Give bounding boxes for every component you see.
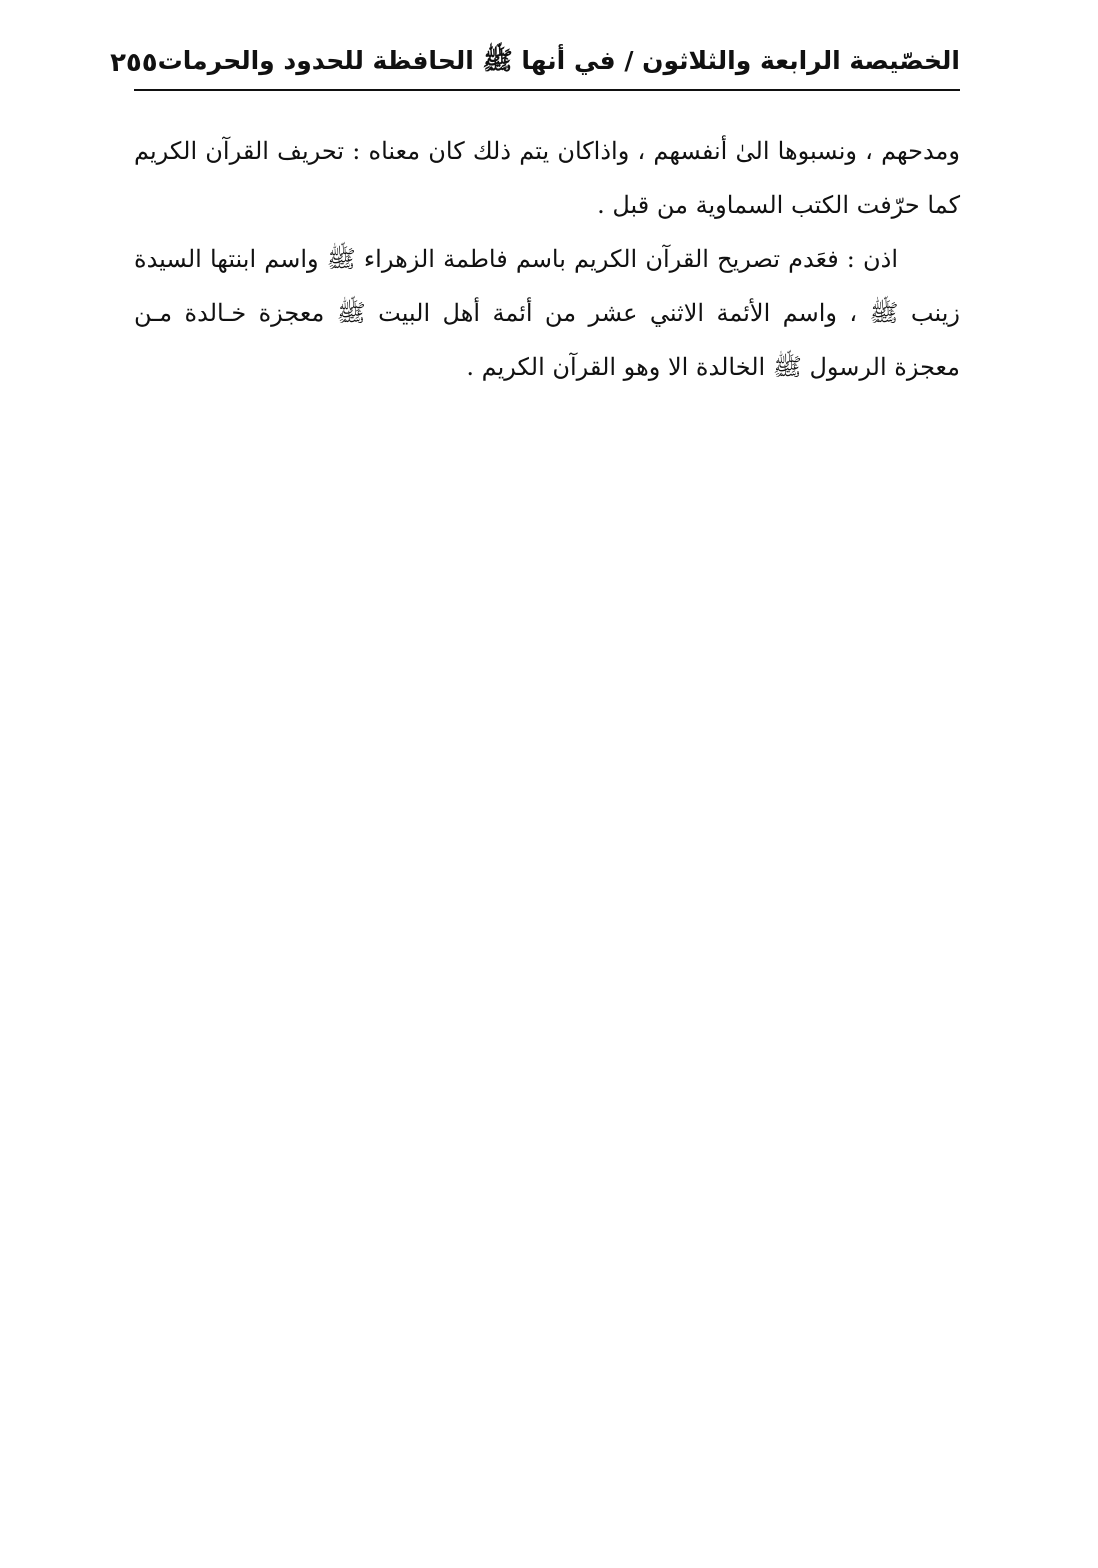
- header-divider: [134, 89, 960, 91]
- running-header: [110, 38, 960, 88]
- paragraph-2: اذن : فعَدم تصريح القرآن الكريم باسم فاطمة الزهراء ﷺ واسم ابنتها السيدة زينب ﷺ ، واسم الأئمة الاثني عشر من أئمة أهل البيت ﷺ معجزة خـالدة مـن معجزة الرسول ﷺ الخالدة الا وهو القرآن الكريم .: [134, 245, 960, 381]
- paragraph-1: ومدحهم ، ونسبوها الىٰ أنفسهم ، واذاكان يتم ذلك كان معناه : تحريف القرآن الكريم كما حرّفت الكتب السماوية من قبل .: [134, 137, 960, 219]
- page-number: ٢٥٥: [110, 48, 158, 78]
- body-text: [134, 124, 960, 394]
- header-title: الخصّيصة الرابعة والثلاثون / في أنها ﷺ الحافظة للحدود والحرمات: [157, 45, 960, 75]
